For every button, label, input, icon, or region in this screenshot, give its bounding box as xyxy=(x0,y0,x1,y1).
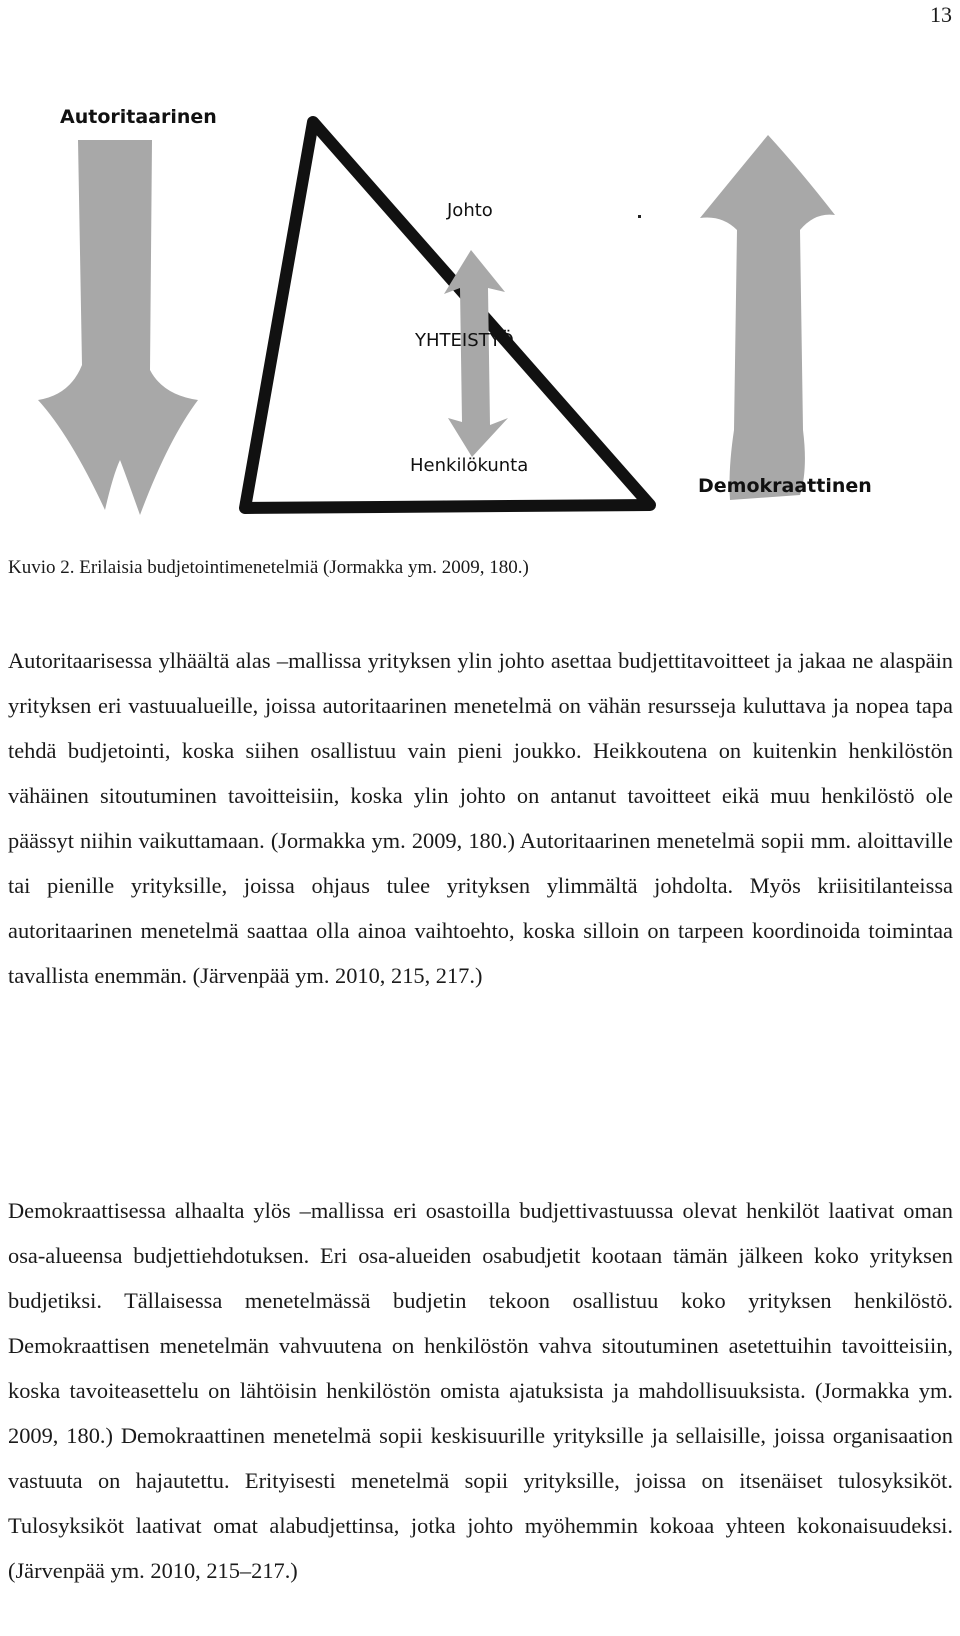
label-yhteistyo: YHTEISTYÖ xyxy=(415,330,514,351)
label-henkilokunta: Henkilökunta xyxy=(410,455,529,476)
cooperation-triangle xyxy=(245,122,650,508)
paragraph-autoritaarinen: Autoritaarisessa ylhäältä alas –mallissa yrityksen ylin johto asettaa budjettitavoitteet ja jakaa ne alaspäin yrityksen eri vastuualueille, joissa autoritaarinen menetelmä on vähän resursseja kuluttava ja nopea tapa tehdä budjetointi, koska siihen osallistuu vain pieni joukko. Heikkoutena on kuitenkin henkilöstön vähäinen sitoutuminen tavoitteisiin, koska ylin johto on antanut tavoitteet eikä muu henkilöstö ole päässyt niihin vaikuttamaan. (Jormakka ym. 2009, 180.) Autoritaarinen menetelmä sopii mm. aloittaville tai pienille yrityksille, joissa ohjaus tulee yrityksen ylimmältä johdolta. Myös kriisitilanteissa autoritaarinen menetelmä saattaa olla ainoa vaihtoehto, koska silloin on tarpeen koordinoida toimintaa tavallista enemmän. (Järvenpää ym. 2010, 215, 217.) xyxy=(8,648,953,988)
page-number: 13 xyxy=(930,2,952,27)
label-demokraattinen: Demokraattinen xyxy=(698,475,872,497)
speck xyxy=(638,215,641,218)
down-arrow-icon xyxy=(38,140,198,515)
label-johto: Johto xyxy=(447,200,493,221)
figure-caption: Kuvio 2. Erilaisia budjetointimenetelmiä (Jormakka ym. 2009, 180.) xyxy=(8,557,529,578)
up-arrow-icon xyxy=(700,135,835,500)
budgeting-methods-figure xyxy=(0,100,960,530)
paragraph-demokraattinen: Demokraattisessa alhaalta ylös –mallissa eri osastoilla budjettivastuussa olevat henkilöt laativat oman osa-alueensa budjettiehdotuksen. Eri osa-alueiden osabudjetit kootaan tämän jälkeen koko yrityksen budjetiksi. Tällaisessa menetelmässä budjetin tekoon osallistuu koko yrityksen henkilöstö. Demokraattisen menetelmän vahvuutena on henkilöstön vahva sitoutuminen asetettuihin tavoitteisiin, koska tavoiteasettelu on lähtöisin henkilöstön omista ajatuksista ja mahdollisuuksista. (Jormakka ym. 2009, 180.) Demokraattinen menetelmä sopii keskisuurille yrityksille ja sellaisille, joissa organisaation vastuuta on hajautettu. Erityisesti menetelmä sopii yrityksille, joissa on itsenäiset tulosyksiköt. Tulosyksiköt laativat omat alabudjettinsa, jotka johto myöhemmin kokoaa yhteen kokonaisuudeksi. (Järvenpää ym. 2010, 215–217.) xyxy=(8,1198,953,1583)
label-autoritaarinen: Autoritaarinen xyxy=(60,106,217,128)
